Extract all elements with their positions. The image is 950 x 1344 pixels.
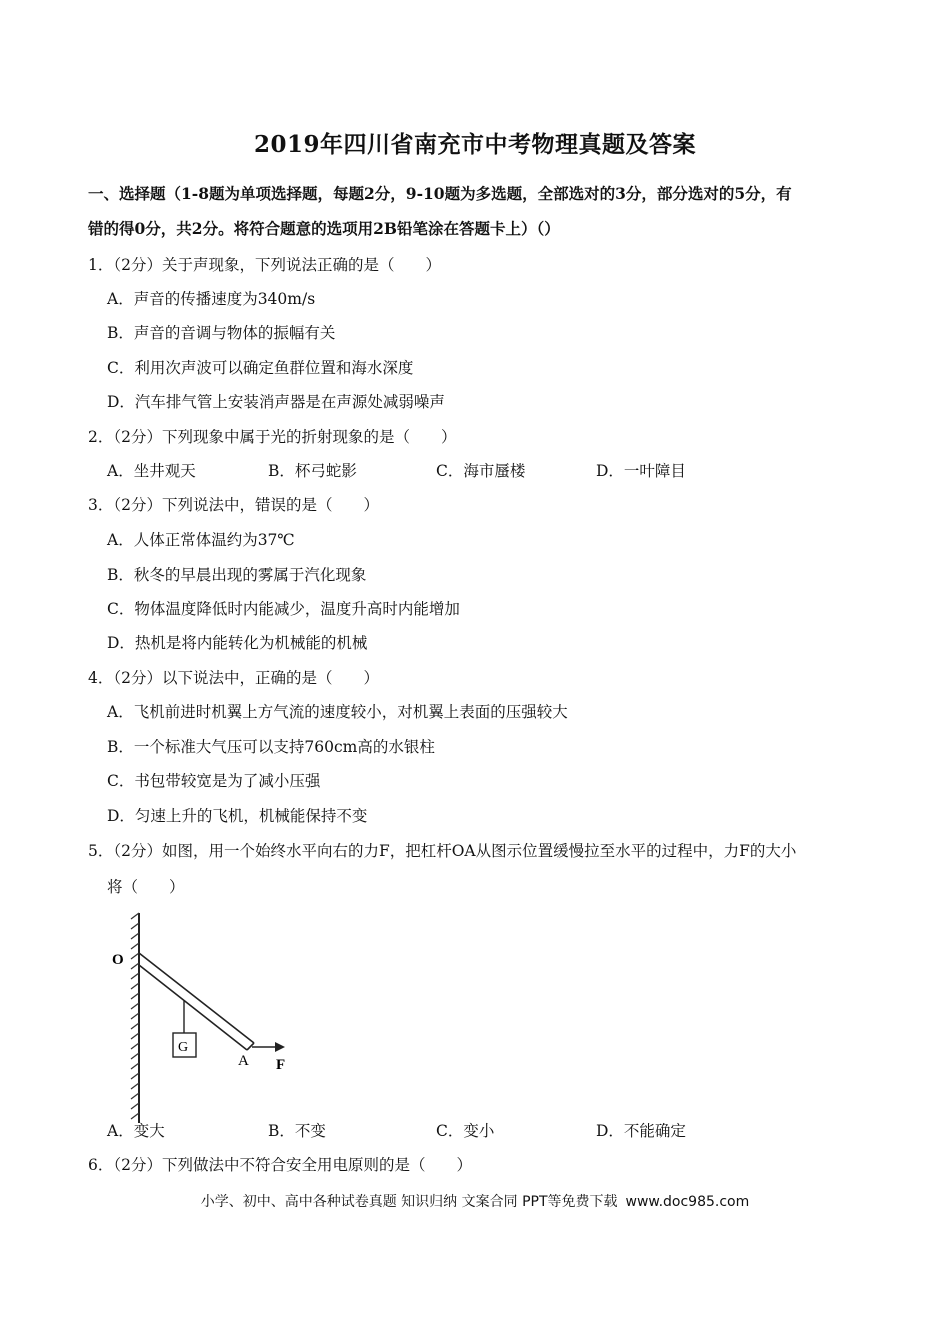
lever-diagram — [104, 905, 304, 1125]
section-heading-line-1: 一、选择题（1-8题为单项选择题，每题2分，9-10题为多选题，全部选对的3分，部分选对的5分，有 — [88, 184, 792, 203]
question-2-option-c: C．海市蜃楼 — [436, 462, 526, 480]
label-a: A — [238, 1053, 249, 1069]
question-3-option-c: C．物体温度降低时内能减少，温度升高时内能增加 — [107, 600, 460, 618]
label-g: G — [178, 1040, 189, 1055]
question-6-stem: 6．（2分）下列做法中不符合安全用电原则的是（ ） — [88, 1156, 472, 1174]
wall — [131, 913, 139, 1123]
question-2-option-d: D．一叶障目 — [596, 462, 686, 480]
question-3-option-a: A．人体正常体温约为37℃ — [107, 531, 295, 549]
question-2-option-b: B．杯弓蛇影 — [268, 462, 357, 480]
question-5-option-c: C．变小 — [436, 1122, 495, 1140]
footer-website-link[interactable]: www.doc985.com — [625, 1194, 750, 1210]
footer-text: 小学、初中、高中各种试卷真题 知识归纳 文案合同 PPT等免费下载 — [200, 1194, 618, 1210]
question-5-stem-continued: 将（ ） — [107, 878, 185, 896]
page-title: 2019年四川省南充市中考物理真题及答案 — [253, 131, 696, 158]
label-o: O — [112, 952, 124, 968]
question-5-option-b: B．不变 — [268, 1122, 326, 1140]
question-4-option-b: B．一个标准大气压可以支持760cm高的水银柱 — [107, 738, 435, 756]
question-5-option-d: D．不能确定 — [596, 1122, 686, 1140]
question-5-option-a: A．变大 — [107, 1122, 165, 1140]
question-1-option-a: A．声音的传播速度为340m/s — [107, 290, 316, 308]
question-4-option-d: D．匀速上升的飞机，机械能保持不变 — [107, 807, 368, 825]
label-f: F — [276, 1057, 286, 1073]
question-4-option-a: A．飞机前进时机翼上方气流的速度较小，对机翼上表面的压强较大 — [107, 703, 568, 721]
question-2-stem: 2．（2分）下列现象中属于光的折射现象的是（ ） — [88, 428, 457, 446]
question-1-stem: 1．（2分）关于声现象，下列说法正确的是（ ） — [88, 256, 441, 274]
question-3-stem: 3．（2分）下列说法中，错误的是（ ） — [88, 496, 379, 514]
question-4-option-c: C．书包带较宽是为了减小压强 — [107, 772, 321, 790]
question-5-stem: 5．（2分）如图，用一个始终水平向右的力F，把杠杆OA从图示位置缓慢拉至水平的过程中，力F的大小 — [88, 842, 797, 860]
question-1-option-c: C．利用次声波可以确定鱼群位置和海水深度 — [107, 359, 414, 377]
page-footer — [0, 1191, 950, 1211]
question-2-option-a: A．坐井观天 — [107, 462, 196, 480]
question-4-stem: 4．（2分）以下说法中，正确的是（ ） — [88, 669, 379, 687]
question-1-option-d: D．汽车排气管上安装消声器是在声源处减弱噪声 — [107, 393, 445, 411]
section-heading-line-2: 错的得0分，共2分。将符合题意的选项用2B铅笔涂在答题卡上）（） — [88, 219, 560, 238]
question-3-option-b: B．秋冬的早晨出现的雾属于汽化现象 — [107, 566, 367, 584]
force-arrow — [252, 1042, 285, 1052]
question-1-option-b: B．声音的音调与物体的振幅有关 — [107, 324, 336, 342]
question-3-option-d: D．热机是将内能转化为机械能的机械 — [107, 634, 368, 652]
